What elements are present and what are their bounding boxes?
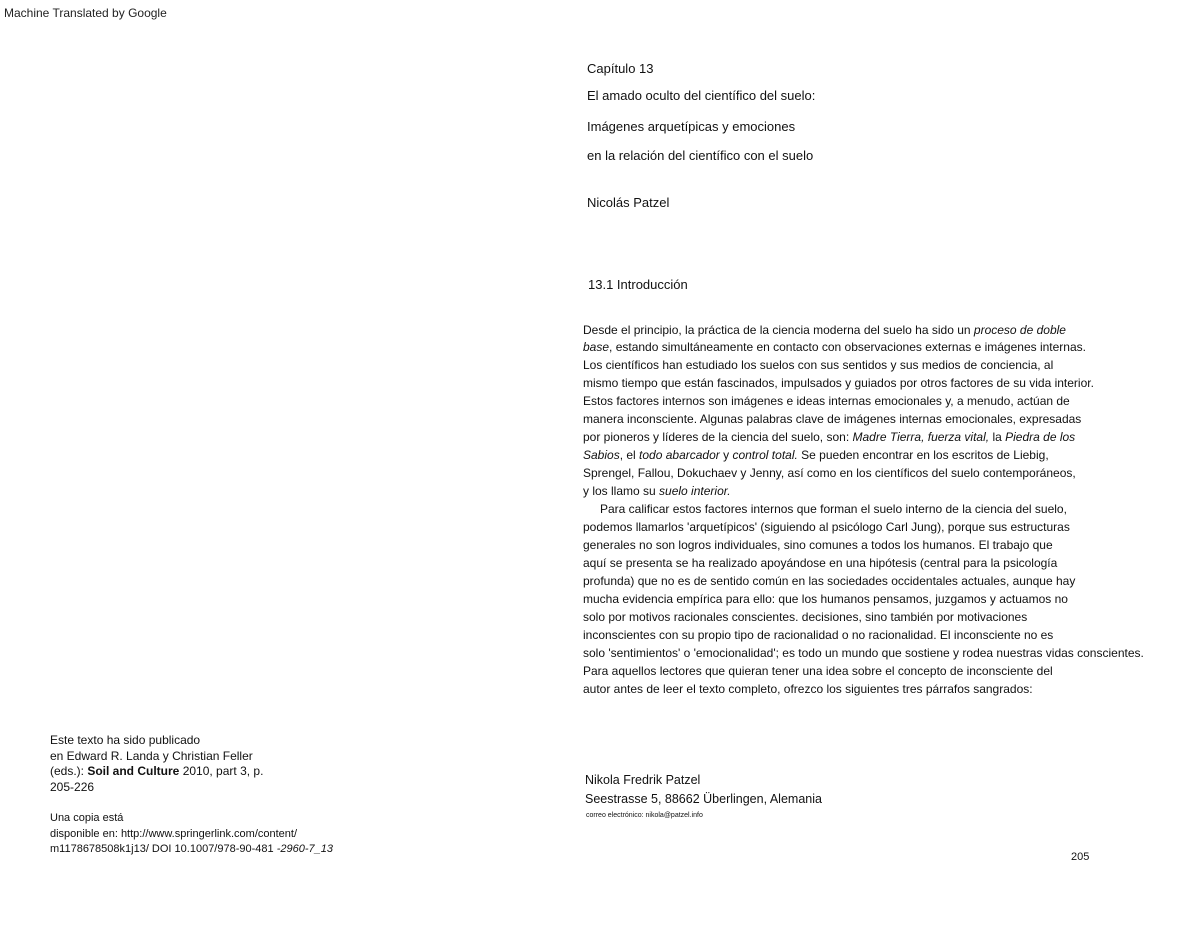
body-line: autor antes de leer el texto completo, ofrezco los siguientes tres párrafos sangrados: [583,682,1033,696]
body-text-span: , estando simultáneamente en contacto con observaciones externas e imágenes internas. [609,340,1086,354]
publication-note-span: m1178678508k1j13/ DOI 10.1007/978-90-481 [50,843,277,855]
body-italic-span: Sabios [583,448,620,462]
body-line [583,484,731,498]
publication-note-line: 205-226 [50,780,95,794]
body-line: solo por motivos racionales conscientes. decisiones, sino también por motivaciones [583,610,1028,624]
chapter-title-line-1: El amado oculto del científico del suelo: [587,88,816,103]
body-line [583,448,1049,462]
publication-note-span: 2010, part 3, p. [179,764,264,778]
body-italic-span: proceso de doble [973,323,1066,337]
body-line: profunda) que no es de sentido común en las sociedades occidentales actuales, aunque hay [583,574,1076,588]
body-line: Los científicos han estudiado los suelos con sus sentidos y sus medios de conciencia, al [583,358,1054,372]
body-line: manera inconsciente. Algunas palabras clave de imágenes internas emocionales, expresadas [583,412,1082,426]
publication-doi-suffix: -2960-7_13 [276,843,333,855]
affiliation-name: Nikola Fredrik Patzel [585,773,701,787]
body-text-span: la [989,430,1006,444]
body-line [583,340,1086,354]
body-italic-span: base [583,340,610,354]
body-line: aquí se presenta se ha realizado apoyándose en una hipótesis (central para la psicología [583,556,1058,570]
publication-url-line: disponible en: http://www.springerlink.com/content/ [50,828,298,840]
publication-note-line [50,764,263,778]
body-text-span: por pioneros y líderes de la ciencia del suelo, son: [583,430,853,444]
body-text-span: Desde el principio, la práctica de la ciencia moderna del suelo ha sido un [583,323,974,337]
publication-note-span: (eds.): [50,764,88,778]
body-line [583,430,1075,444]
machine-translation-watermark: Machine Translated by Google [4,6,167,20]
body-text-span: Se pueden encontrar en los escritos de Liebig, [797,448,1049,462]
body-text-span: y los llamo su [583,484,660,498]
body-line: mismo tiempo que están fascinados, impulsados y guiados por otros factores de su vida interior. [583,376,1094,390]
body-line: Estos factores internos son imágenes e ideas internas emocionales y, a menudo, actúan de [583,394,1070,408]
publication-note-line: en Edward R. Landa y Christian Feller [50,749,253,763]
chapter-title-line-3: en la relación del científico con el suelo [587,148,814,163]
body-line: solo 'sentimientos' o 'emocionalidad'; es todo un mundo que sostiene y rodea nuestras vidas conscientes. [583,646,1144,660]
body-italic-span: control total. [732,448,798,462]
body-italic-span: todo abarcador [639,448,720,462]
publication-note-line: Este texto ha sido publicado [50,733,201,747]
affiliation-email: correo electrónico: nikola@patzel.info [586,812,703,819]
body-line: podemos llamarlos 'arquetípicos' (siguiendo al psicólogo Carl Jung), porque sus estructuras [583,520,1070,534]
body-line: Para calificar estos factores internos que forman el suelo interno de la ciencia del suelo, [600,502,1067,516]
body-text-span: , el [619,448,640,462]
chapter-author: Nicolás Patzel [587,195,670,210]
chapter-title-line-2: Imágenes arquetípicas y emociones [587,119,796,134]
body-line: mucha evidencia empírica para ello: que los humanos pensamos, juzgamos y actuamos no [583,592,1068,606]
body-line: inconscientes con su propio tipo de racionalidad o no racionalidad. El inconsciente no es [583,628,1054,642]
body-italic-span: Madre Tierra, fuerza vital, [852,430,990,444]
body-line: Sprengel, Fallou, Dokuchaev y Jenny, así como en los científicos del suelo contemporáneos, [583,466,1076,480]
publication-book-title: Soil and Culture [87,764,180,778]
body-italic-span: suelo interior. [659,484,731,498]
publication-note-line: Una copia está [50,812,124,824]
body-italic-span: Piedra de los [1005,430,1076,444]
section-heading: 13.1 Introducción [588,277,688,292]
body-line [583,323,1066,337]
affiliation-address: Seestrasse 5, 88662 Überlingen, Alemania [585,792,822,806]
body-line: Para aquellos lectores que quieran tener una idea sobre el concepto de inconsciente del [583,664,1053,678]
page-number: 205 [1071,851,1090,863]
publication-doi-line [50,843,333,855]
chapter-number: Capítulo 13 [587,61,654,76]
body-text-span: y [719,448,733,462]
body-line: generales no son logros individuales, sino comunes a todos los humanos. El trabajo que [583,538,1053,552]
